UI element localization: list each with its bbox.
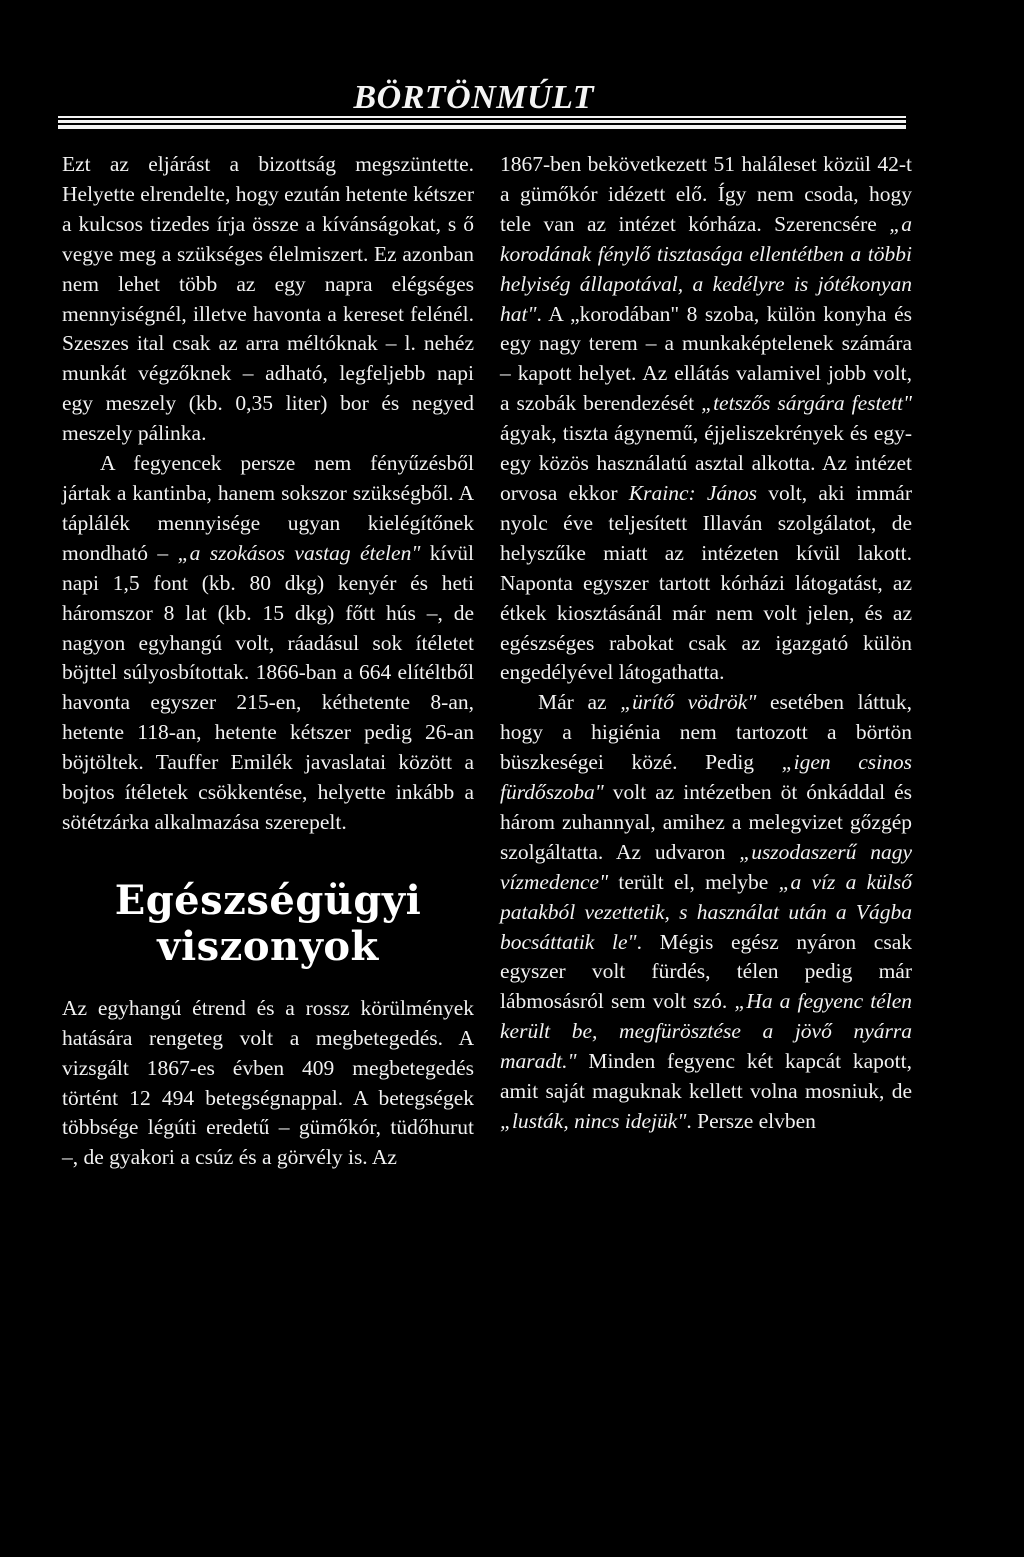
text-run: . Persze elvben (686, 1109, 816, 1133)
text-run: 1867-ben bekövetkezett 51 haláleset közül 42-t a gümőkór idézett elő. Így nem csoda, hogy tele van az intézet kórháza. Szerencsére (500, 152, 912, 236)
text-run: . A „korodában" 8 szoba, külön konyha és egy nagy terem – a munkaképtelenek számára – kapott helyet. Az ellátás valamivel jobb volt, a szobák berendezését (500, 301, 912, 416)
text-run: Már az (538, 690, 621, 715)
paragraph-illnesses (62, 994, 474, 1173)
text-run: kívül napi 1,5 font (kb. 80 dkg) kenyér és heti háromszor 8 lat (kb. 15 dkg) főtt hús –, de nagyon egyhangú volt, ráadásul sok ítéletet böjttel súlyosbítottak. 1866-ban a 664 elítéltből havonta egyszer 215-en, kéthetente 8-an, hetente 118-an, hetente kétszer pedig 26-an böjtöltek. Tauffer Emilék javaslatai között a bojtos ítéletek csökkentése, helyette inkább a sötétzárka alkalmazása szerepelt. (62, 540, 474, 834)
paragraph-hygiene (500, 688, 912, 1137)
right-column (500, 150, 912, 1137)
quoted-text: „uszodaszerű nagy vízmedence" (500, 839, 912, 894)
running-title: BÖRTÖNMÚLT (353, 79, 594, 116)
quoted-text: „Ha a fegyenc télen került be, megfürösztése a jövő nyárra maradt." (500, 989, 912, 1074)
quoted-text: „a szokásos vastag ételen" (177, 540, 421, 565)
text-run: A fegyencek persze nem fényűzésből jártak a kantinba, hanem sokszor szükségből. A táplálék mennyisége ugyan kielégítőnek mondható – (62, 451, 474, 565)
paragraph-food-quantity (62, 449, 474, 838)
quoted-text: „a víz a külső patakból vezettetik, s használat után a Vágba bocsáttatik le" (500, 869, 912, 954)
text-run: Az egyhangú étrend és a rossz körülmények hatására rengeteg volt a megbetegedés. A vizsgált 1867-es évben 409 megbetegedés történt 12 494 betegségnappal. A betegségek többsége légúti eredetű – gümőkór, tüdőhurut –, de gyakori a csúz és a görvély is. Az (62, 995, 474, 1170)
header-rule-medium (58, 120, 906, 123)
header-rule-thin (58, 116, 906, 118)
text-run: volt, aki immár nyolc éve teljesített Illaván szolgálatot, de helyszűke miatt az intézeten kívül lakott. Naponta egyszer tartott kórházi látogatást, az étkek kiosztásánál már nem volt jelen, és az egészséges rabokat csak az igazgató külön engedélyével látogathatta. (500, 480, 912, 685)
paragraph-diet-regulation (62, 150, 474, 449)
text-run: Minden fegyenc két kapcát kapott, amit saját maguknak kellett volna mosniuk, de (500, 1049, 912, 1104)
page-header (58, 78, 906, 130)
quoted-text: „lusták, nincs idejük" (500, 1109, 687, 1133)
quoted-text: „tetszős sárgára festett" (701, 391, 912, 416)
quoted-text: „igen csinos fürdőszoba" (500, 750, 912, 805)
text-run: terült el, melybe (608, 869, 779, 894)
text-run: . Mégis egész nyáron csak egyszer volt fürdés, télen pedig már lábmosásról sem volt szó. (500, 929, 912, 1014)
paragraph-hospital (500, 150, 912, 688)
text-run: Ezt az eljárást a bizottság megszüntette. Helyette elrendelte, hogy ezután hetente kétszer a kulcsos tizedes írja össze a kívánságokat, s ő vegye meg a szükséges élelmiszert. Ez azonban nem lehet több az egy napra elégséges mennyiségnél, illetve havonta a kereset felénél. Szeszes ital csak az arra méltóknak – l. nehéz munkát végzőknek – adható, legfeljebb napi egy meszely (kb. 0,35 liter) bor és negyed meszely pálinka. (62, 152, 474, 446)
quoted-text: „ürítő vödrök" (620, 690, 757, 715)
text-run: ágyak, tiszta ágynemű, éjjeliszekrények és egy-egy közös használatú asztal alkotta. Az intézet orvosa ekkor (500, 421, 912, 505)
quoted-text: Krainc: János (628, 480, 758, 505)
text-run: esetében láttuk, hogy a higiénia nem tartozott a börtön büszkeségei közé. Pedig (500, 690, 912, 775)
text-run: volt az intézetben öt ónkáddal és három zuhannyal, amihez a melegvizet gőzgép szolgáltatta. Az udvaron (500, 780, 912, 864)
left-column (62, 150, 474, 1173)
quoted-text: „a korodának fénylő tisztasága ellentétben a többi helyiség állapotával, a kedélyre is jótékonyan hat" (500, 211, 912, 326)
header-rule-thick (58, 125, 906, 129)
section-heading: Egészségügyi viszonyok (114, 876, 422, 970)
